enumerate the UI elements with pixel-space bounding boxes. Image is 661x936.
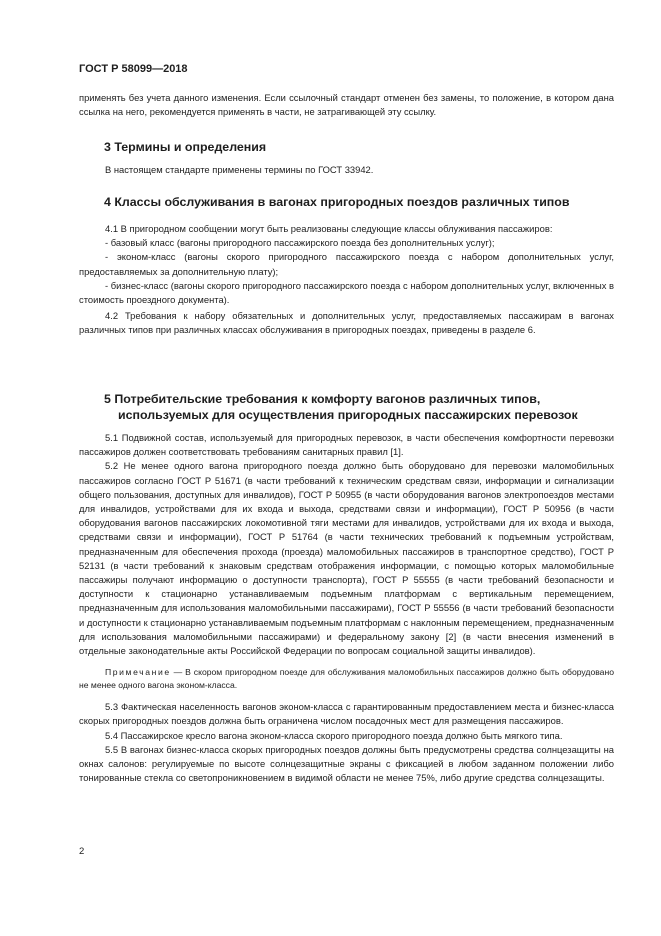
- paragraph-5-2: 5.2 Не менее одного вагона пригородного поезда должно быть оборудовано для перевозки маломобильных пассажиров согласно ГОСТ Р 51671 (в части требований к техническим средствам связи, информации и сигнализации общего пользования, доступных для инвалидов), ГОСТ Р 50955 (в части оборудования вагонов электропоездов местами для инвалидов, устройствами для их входа и выхода, средствами связи и информации), ГОСТ Р 50956 (в части оборудования вагонов пассажирских локомотивной тяги местами для инвалидов, устройствами для их входа и выхода, средствами связи и информации), ГОСТ Р 51764 (в части технических требований к подъемным устройствам, предназначенным для обеспечения прохода (проезда) маломобильных пассажиров в транспортное средство), ГОСТ Р 52131 (в части требований к знаковым средствам отображения информации, с помощью которых маломобильные пассажиры получают информацию о доступности транспорта), ГОСТ Р 55555 (в части требований безопасности и доступности к стационарно устанавливаемым подъемным платформам с вертикальным перемещением, предназначенным для использования маломобильными пассажирами), ГОСТ Р 55556 (в части требований безопасности и доступности к стационарно устанавливаемым подъемным платформам с наклонным перемещением, предназначенным для использования маломобильными пассажирами) и федеральному закону [2] (в части внесения изменений в отдельные законодательные акты Российской Федерации по вопросам социальной защиты инвалидов).: [79, 460, 614, 657]
- intro-paragraph: применять без учета данного изменения. Если ссылочный стандарт отменен без замены, то положение, в котором дана ссылка на него, рекомендуется применять в части, не затрагивающей эту ссылку.: [79, 92, 614, 118]
- section-5-body: [79, 431, 614, 785]
- paragraph-5-1: 5.1 Подвижной состав, используемый для пригородных перевозок, в части обеспечения комфортности перевозки пассажиров должен соответствовать требованиям санитарных правил [1].: [79, 432, 614, 458]
- bullet-economy-class: - эконом-класс (вагоны скорого пригородного пассажирского поезда с набором дополнительных услуг, предоставляемых за дополнительную плату);: [79, 251, 614, 277]
- section-5-heading-line1: 5 Потребительские требования к комфорту вагонов различных типов,: [104, 392, 541, 406]
- paragraph-3-p1: В настоящем стандарте применены термины по ГОСТ 33942.: [105, 164, 374, 175]
- intro-text: [79, 91, 614, 119]
- paragraph-4-2: 4.2 Требования к набору обязательных и дополнительных услуг, предоставляемых пассажирам в вагонах различных типов при различных классах обслуживания в пригородных поездах, приведены в разделе 6.: [79, 310, 614, 336]
- note-text: — В скором пригородном поезде для обслуживания маломобильных пассажиров должно быть оборудовано не менее одного вагона эконом-класса.: [79, 667, 614, 691]
- section-4-heading: 4 Классы обслуживания в вагонах пригородных поездов различных типов: [104, 195, 570, 209]
- section-3-heading: 3 Термины и определения: [104, 140, 267, 154]
- section-5-heading: [104, 391, 614, 423]
- paragraph-5-4: 5.4 Пассажирское кресло вагона эконом-класса скорого пригородного поезда должно быть мягкого типа.: [105, 729, 563, 741]
- paragraph-5-5: 5.5 В вагонах бизнес-класса скорых пригородных поездов должны быть предусмотрены средства солнцезащиты на окнах салонов: регулируемые по высоте солнцезащитные экраны с фиксацией в любом заданном положении либо тонированные стекла со светопроникновением в видимой области не менее 75%, либо другие средства солнцезащиты.: [79, 743, 614, 784]
- bullet-basic-class: - базовый класс (вагоны пригородного пассажирского поезда без дополнительных услуг);: [105, 237, 495, 249]
- note-label: Примечание: [105, 667, 171, 678]
- section-4-body: [79, 222, 614, 338]
- paragraph-5-3: 5.3 Фактическая населенность вагонов эконом-класса с гарантированным предоставлением места и бизнес-класса скорых пригородных поездов должна быть ограничена числом посадочных мест для размещения пассажиров.: [79, 701, 614, 727]
- standard-header: ГОСТ Р 58099—2018: [79, 63, 188, 75]
- section-3-body: [79, 163, 614, 177]
- paragraph-4-1: 4.1 В пригородном сообщении могут быть реализованы следующие классы облуживания пассажиров:: [105, 223, 553, 234]
- note: [79, 666, 614, 692]
- bullet-business-class: - бизнес-класс (вагоны скорого пригородного пассажирского поезда с набором дополнительных услуг, включенных в стоимость проездного документа).: [79, 279, 614, 306]
- page-number: 2: [79, 846, 85, 857]
- section-5-heading-line2: используемых для осуществления пригородных пассажирских перевозок: [118, 408, 578, 422]
